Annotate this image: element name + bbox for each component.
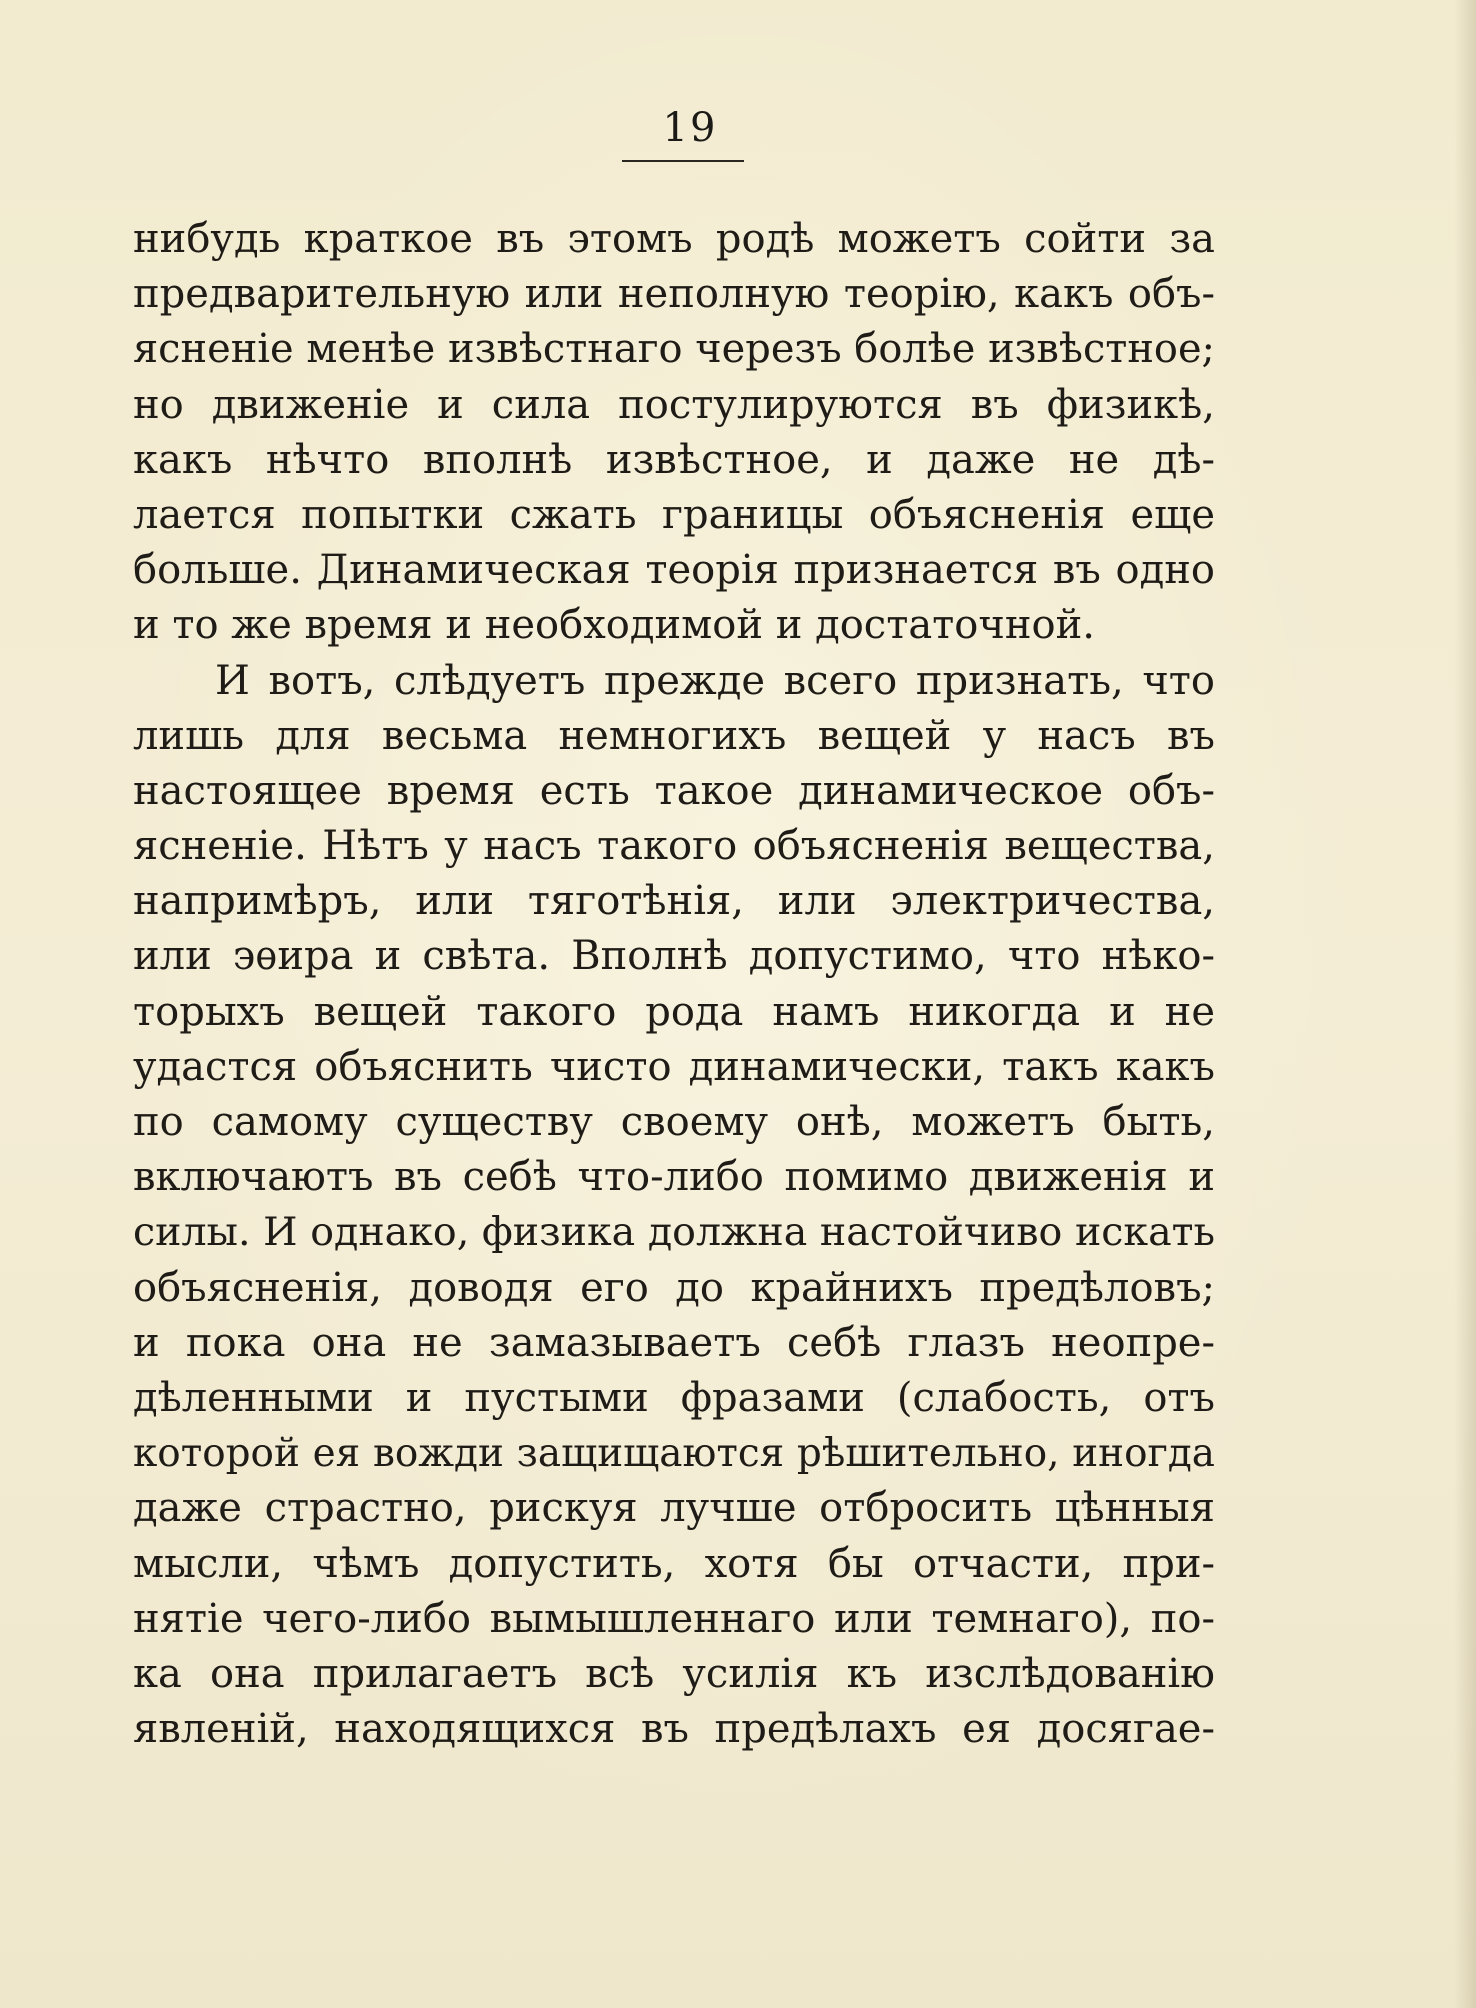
text-line: предварительную или неполную теорію, какъ объ- [133, 271, 1215, 318]
text-line: ка она прилагаетъ всѣ усилія къ изслѣдованію [133, 1650, 1215, 1697]
text-line: но движеніе и сила постулируются въ физикѣ, [133, 381, 1215, 428]
text-line: мысли, чѣмъ допустить, хотя бы отчасти, при- [133, 1540, 1215, 1587]
text-line: ясненіе. Нѣтъ у насъ такого объясненія вещества, [133, 823, 1215, 870]
text-line: торыхъ вещей такого рода намъ никогда и не [133, 988, 1215, 1035]
body-text [133, 212, 1215, 1757]
page-number: 19 [662, 105, 718, 151]
text-line: которой ея вожди защищаются рѣшительно, иногда [133, 1431, 1215, 1477]
text-line: и то же время и необходимой и достаточной. [133, 602, 1095, 649]
text-line: удастся объяснить чисто динамически, такъ какъ [133, 1043, 1215, 1090]
text-line: нятіе чего-либо вымышленнаго или темнаго), по- [133, 1595, 1215, 1642]
text-line: объясненія, доводя его до крайнихъ предѣловъ; [133, 1264, 1215, 1311]
text-line: включаютъ въ себѣ что-либо помимо движенія и [133, 1154, 1215, 1201]
text-line: или эѳира и свѣта. Вполнѣ допустимо, что нѣко- [133, 933, 1215, 980]
text-line: какъ нѣчто вполнѣ извѣстное, и даже не дѣ- [133, 436, 1215, 483]
text-line: по самому существу своему онѣ, можетъ быть, [133, 1099, 1215, 1145]
page-edge-shadow [1454, 0, 1476, 2008]
text-line: настоящее время есть такое динамическое объ- [133, 767, 1215, 814]
text-line: явленій, находящихся въ предѣлахъ ея досягае- [133, 1706, 1215, 1753]
text-line: лишь для весьма немногихъ вещей у насъ въ [133, 712, 1215, 759]
text-line: дѣленными и пустыми фразами (слабость, отъ [133, 1374, 1215, 1421]
text-line: даже страстно, рискуя лучше отбросить цѣнныя [133, 1485, 1215, 1532]
text-line: И вотъ, слѣдуетъ прежде всего признать, что [215, 657, 1215, 704]
text-line: больше. Динамическая теорія признается въ одно [133, 547, 1215, 594]
text-line: ясненіе менѣе извѣстнаго черезъ болѣе извѣстное; [133, 326, 1215, 373]
text-line: лается попытки сжать границы объясненія еще [133, 491, 1215, 538]
text-line: нибудь краткое въ этомъ родѣ можетъ сойти за [133, 216, 1215, 262]
text-line: напримѣръ, или тяготѣнія, или электричества, [133, 878, 1215, 925]
page-number-rule [622, 160, 744, 162]
text-line: силы. И однако, физика должна настойчиво искать [133, 1209, 1215, 1256]
text-line: и пока она не замазываетъ себѣ глазъ неопре- [133, 1319, 1215, 1366]
